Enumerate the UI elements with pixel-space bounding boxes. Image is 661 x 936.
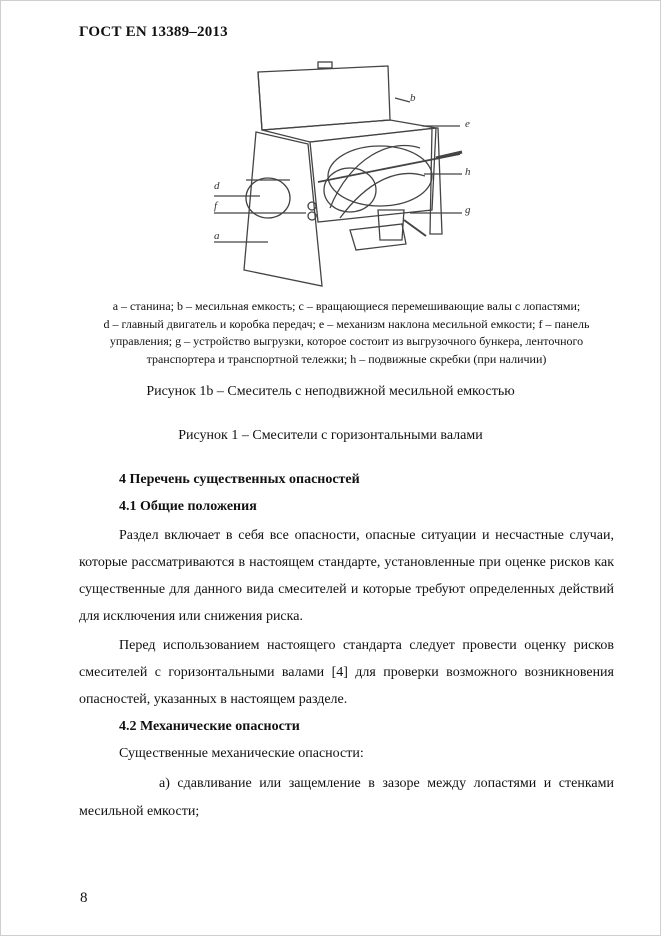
paragraph-general-1: Раздел включает в себя все опасности, опасные ситуации и несчастные случаи, которые рассматриваются в настоящем стандарте, установленные при оценке рисков как существенные для данного вида смесителей и которые требуют определенных действий для исключения или снижения риска.	[79, 528, 614, 624]
section-4-1-heading: 4.1 Общие положения	[119, 499, 257, 514]
label-d: d	[214, 180, 220, 192]
paragraph-general-2: Перед использованием настоящего стандарта следует провести оценку рисков смесителей с горизонтальными валами [4] для проверки возможного возникновения опасностей, указанных в настоящем разделе.	[79, 638, 614, 707]
motor	[246, 178, 290, 218]
tank-body	[310, 128, 436, 222]
page-number: 8	[80, 890, 88, 906]
caption-figure-1: Рисунок 1 – Смесители с горизонтальными валами	[178, 428, 483, 443]
label-h: h	[465, 166, 471, 178]
label-e: e	[465, 118, 470, 130]
lid-panel	[258, 66, 390, 130]
caption-figure-1b: Рисунок 1b – Смеситель с неподвижной месильной емкостью	[146, 384, 515, 399]
lid-handle	[318, 62, 332, 68]
label-a: a	[214, 230, 220, 242]
figure-legend	[80, 298, 613, 368]
legend-line-1: a – станина; b – месильная емкость; c – вращающиеся перемешивающие валы с лопастями;	[112, 299, 581, 313]
label-b: b	[410, 92, 416, 104]
hazard-item-a: а) сдавливание или защемление в зазоре между лопастями и стенками месильной емкости;	[79, 776, 614, 819]
section-4-heading: 4 Перечень существенных опасностей	[119, 472, 360, 487]
label-f: f	[214, 200, 218, 212]
mixer-drawing	[210, 58, 495, 290]
legend-line-2: d – главный двигатель и коробка передач; e – механизм наклона месильной емкости; f – панель управления; g – устройство выгрузки, которое состоит из выгрузочного бункера, ленточного транспортера и транспортной тележки; h – подвижные скребки (при наличии)	[103, 316, 590, 366]
document-header: ГОСТ EN 13389–2013	[79, 24, 228, 40]
mixer-illustration	[210, 58, 495, 290]
section-4-2-heading: 4.2 Механические опасности	[119, 719, 300, 734]
label-g: g	[465, 204, 471, 216]
mechanical-hazards-intro: Существенные механические опасности:	[119, 746, 364, 761]
